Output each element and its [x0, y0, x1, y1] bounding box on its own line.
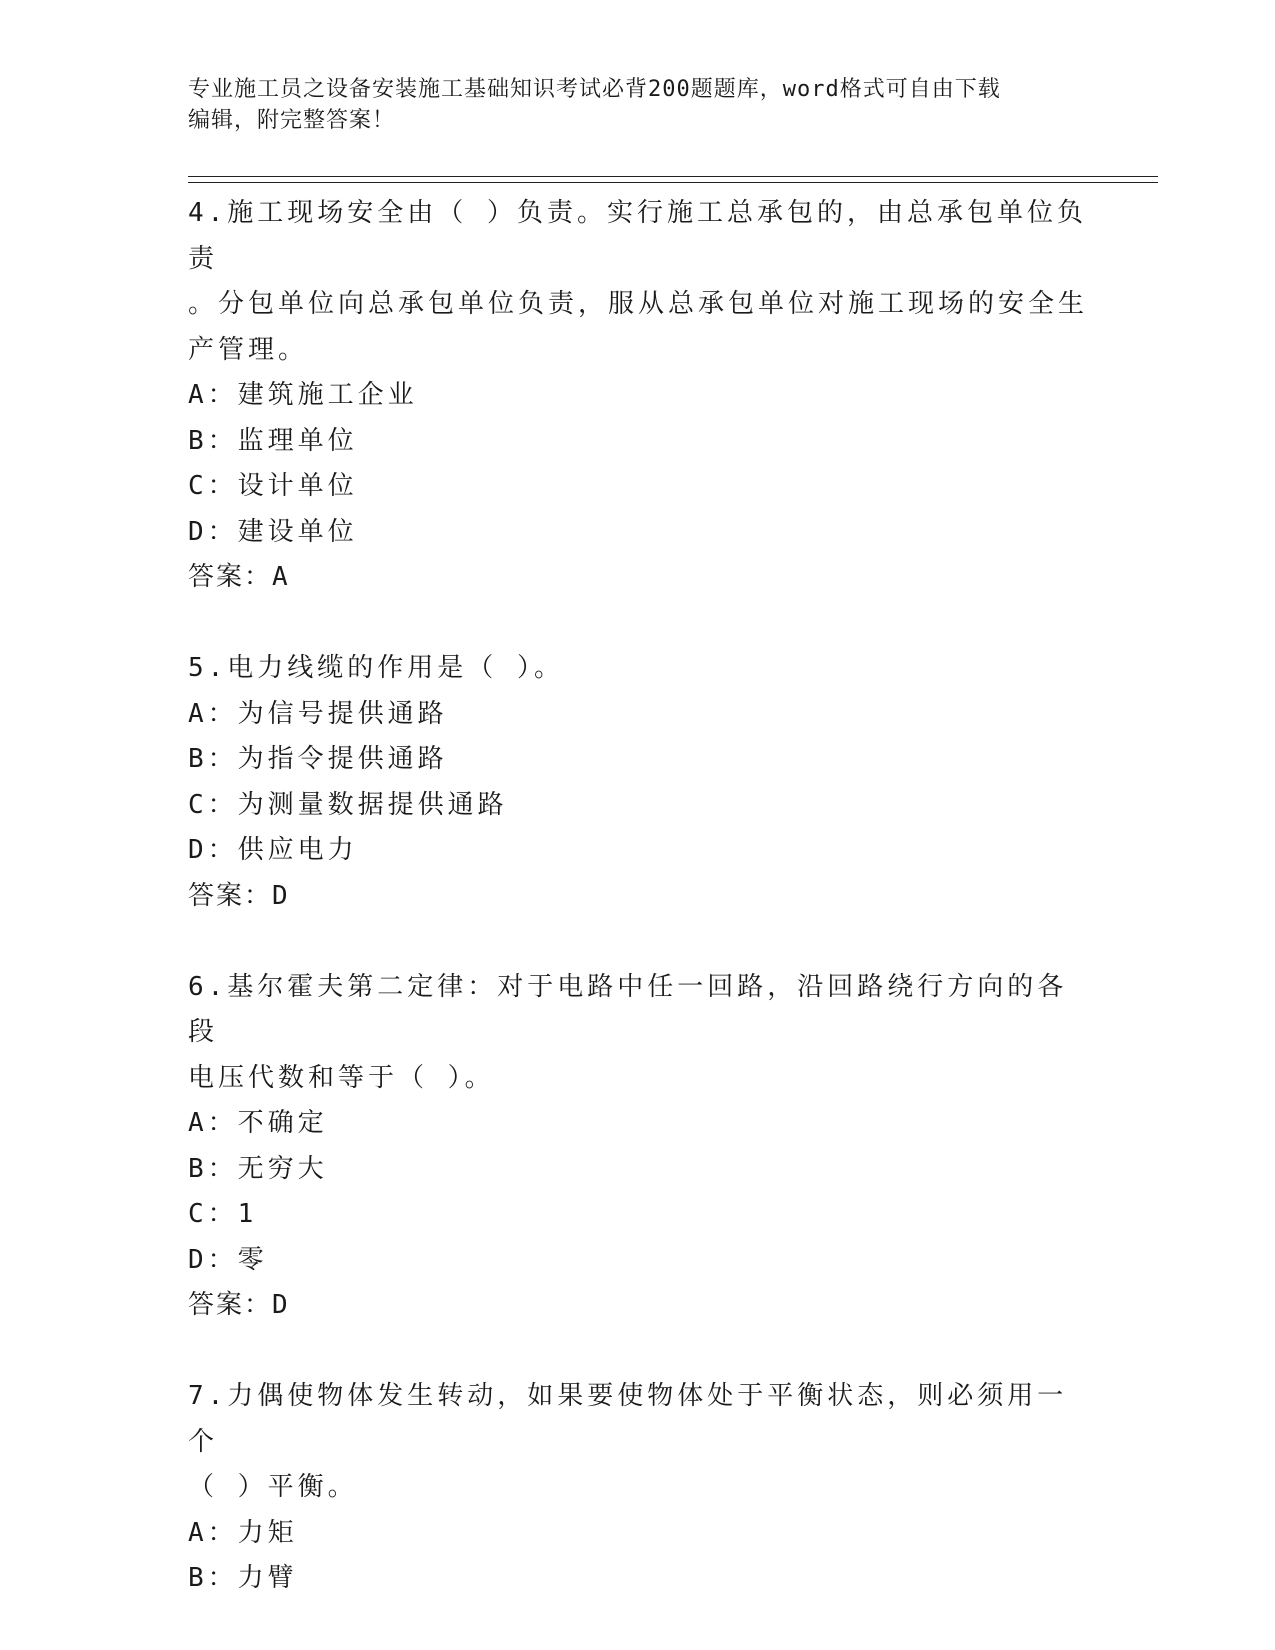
question-spacer	[188, 1329, 1088, 1375]
option-d: D：建设单位	[188, 516, 358, 547]
answer-label: 答案：	[188, 562, 273, 592]
option-c: C：1	[188, 1199, 258, 1229]
answer-value: A	[272, 562, 290, 592]
answer-line	[188, 555, 1088, 601]
question-spacer	[188, 919, 1088, 965]
question-text-line: 7.力偶使物体发生转动，如果要使物体处于平衡状态，则必须用一个	[188, 1381, 1068, 1457]
option-b: B：力臂	[188, 1563, 298, 1593]
answer-value: D	[272, 1290, 290, 1320]
option-a: A：力矩	[188, 1517, 298, 1548]
option-c: C：为测量数据提供通路	[188, 789, 508, 820]
option-a: A：不确定	[188, 1108, 328, 1138]
question-text-line: 5.电力线缆的作用是（ ）。	[188, 653, 564, 683]
answer-line	[188, 874, 1088, 920]
header-title-line-1: 专业施工员之设备安装施工基础知识考试必背200题题库，word格式可自由下载	[188, 77, 1001, 102]
question-spacer	[188, 601, 1088, 647]
answer-label: 答案：	[188, 880, 273, 911]
option-c: C：设计单位	[188, 471, 358, 501]
header-divider-bottom	[188, 182, 1158, 183]
option-b: B：监理单位	[188, 425, 358, 456]
question-text-line: （ ）平衡。	[188, 1472, 358, 1502]
question-7	[188, 1374, 1088, 1602]
header-title-line-2: 编辑，附完整答案！	[188, 108, 396, 133]
option-a: A：建筑施工企业	[188, 380, 418, 410]
document-header	[188, 74, 1088, 136]
answer-label: 答案：	[188, 1290, 273, 1320]
question-5	[188, 646, 1088, 919]
question-text-line: 。分包单位向总承包单位负责，服从总承包单位对施工现场的安全生	[188, 289, 1089, 319]
question-text-line: 6.基尔霍夫第二定律：对于电路中任一回路，沿回路绕行方向的各段	[188, 971, 1068, 1047]
option-b: B：无穷大	[188, 1153, 328, 1184]
question-list	[188, 191, 1088, 1602]
question-text-line: 电压代数和等于（ ）。	[188, 1062, 495, 1093]
header-divider-top	[188, 176, 1158, 177]
question-text-line: 4.施工现场安全由（ ）负责。实行施工总承包的，由总承包单位负责	[188, 198, 1087, 274]
option-b: B：为指令提供通路	[188, 744, 448, 774]
answer-line	[188, 1283, 1088, 1329]
option-a: A：为信号提供通路	[188, 698, 448, 729]
question-text-line: 产管理。	[188, 334, 309, 365]
option-d: D：供应电力	[188, 835, 358, 865]
question-4	[188, 191, 1088, 601]
answer-value: D	[272, 880, 290, 911]
question-6	[188, 965, 1088, 1329]
option-d: D：零	[188, 1244, 268, 1275]
